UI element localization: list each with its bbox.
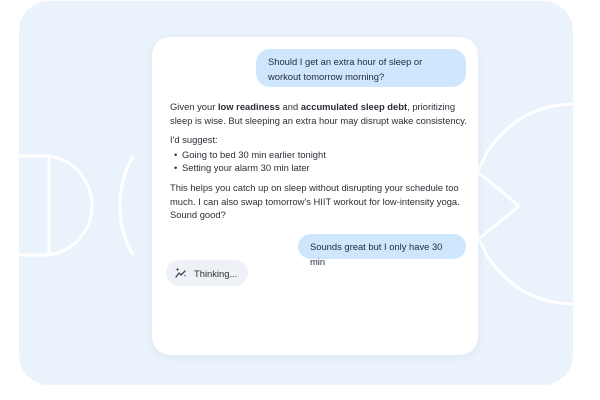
reply-paragraph-1: Given your low readiness and accumulated sleep debt, prioritizing sleep is wise. But sleeping an extra hour may disrupt wake consistency.	[170, 101, 467, 126]
highlight-low-readiness: low readiness	[217, 101, 280, 112]
suggestion-item: • Setting your alarm 30 min later	[170, 161, 470, 175]
user-message-text: Sounds great but I only have 30 min	[310, 241, 443, 267]
highlight-sleep-debt: accumulated sleep debt	[300, 101, 408, 112]
suggestion-list	[170, 148, 470, 175]
suggestion-item: • Going to bed 30 min earlier tonight	[170, 148, 470, 162]
reply-paragraph-3: This helps you catch up on sleep without disrupting your schedule too much. I can also swap tomorrow's HIIT workout for low-intensity yoga. Sound good?	[170, 181, 460, 221]
sparkle-trend-icon	[174, 266, 188, 280]
reply-suggest-intro: I'd suggest:	[170, 134, 218, 146]
assistant-reply	[170, 100, 470, 228]
user-message-bubble	[256, 49, 466, 87]
chat-card	[152, 37, 478, 355]
background-panel	[19, 1, 573, 385]
user-message-text: Should I get an extra hour of sleep or workout tomorrow morning?	[268, 56, 423, 82]
thinking-status	[166, 260, 248, 286]
user-message-bubble	[298, 234, 466, 267]
thinking-label: Thinking...	[194, 267, 238, 279]
